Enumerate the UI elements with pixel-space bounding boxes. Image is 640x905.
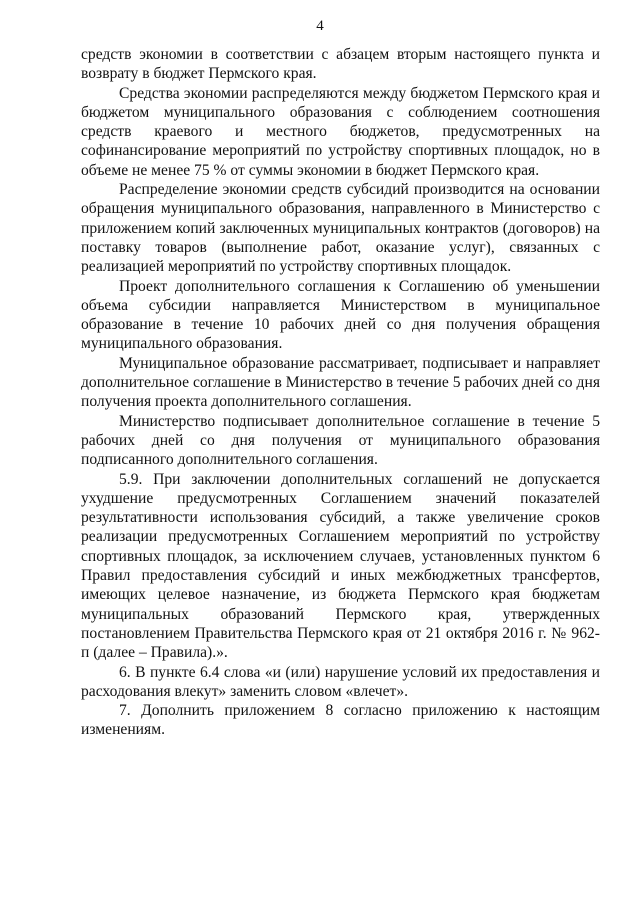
paragraph: Проект дополнительного соглашения к Соглашению об уменьшении объема субсидии направляется Министерством в муниципальное образование в течение 10 рабочих дней со дня получения обращения муниципального образования.: [81, 277, 600, 353]
page-number: 4: [316, 18, 324, 34]
paragraph: Муниципальное образование рассматривает, подписывает и направляет дополнительное соглашение в Министерство в течение 5 рабочих дней со дня получения проекта дополнительного соглашения.: [81, 354, 600, 411]
paragraph: средств экономии в соответствии с абзацем вторым настоящего пункта и возврату в бюджет Пермского края.: [81, 46, 600, 83]
paragraph: 6. В пункте 6.4 слова «и (или) нарушение условий их предоставления и расходования влекут» заменить словом «влечет».: [81, 663, 600, 700]
paragraph: Министерство подписывает дополнительное соглашение в течение 5 рабочих дней со дня получения от муниципального образования подписанного дополнительного соглашения.: [81, 412, 600, 469]
paragraph: Распределение экономии средств субсидий производится на основании обращения муниципального образования, направленного в Министерство с приложением копий заключенных муниципальных контрактов (договоров) на поставку товаров (выполнение работ, оказание услуг), связанных с реализацией мероприятий по устройству спортивных площадок.: [81, 181, 600, 276]
paragraph: 7. Дополнить приложением 8 согласно приложению к настоящим изменениям.: [81, 702, 600, 739]
document-body: [81, 45, 600, 740]
paragraph: 5.9. При заключении дополнительных соглашений не допускается ухудшение предусмотренных Соглашением значений показателей результативности использования субсидий, а также увеличение сроков реализации предусмотренных Соглашением мероприятий по устройству спортивных площадок, за исключением случаев, установленных пунктом 6 Правил предоставления субсидий и иных межбюджетных трансфертов, имеющих целевое назначение, из бюджета Пермского края бюджетам муниципальных образований Пермского края, утвержденных постановлением Правительства Пермского края от 21 октября 2016 г. № 962-п (далее – Правила).».: [81, 470, 600, 662]
paragraph: Средства экономии распределяются между бюджетом Пермского края и бюджетом муниципального образования с соблюдением соотношения средств краевого и местного бюджетов, предусмотренных на софинансирование мероприятий по устройству спортивных площадок, но в объеме не менее 75 % от суммы экономии в бюджет Пермского края.: [81, 84, 600, 179]
